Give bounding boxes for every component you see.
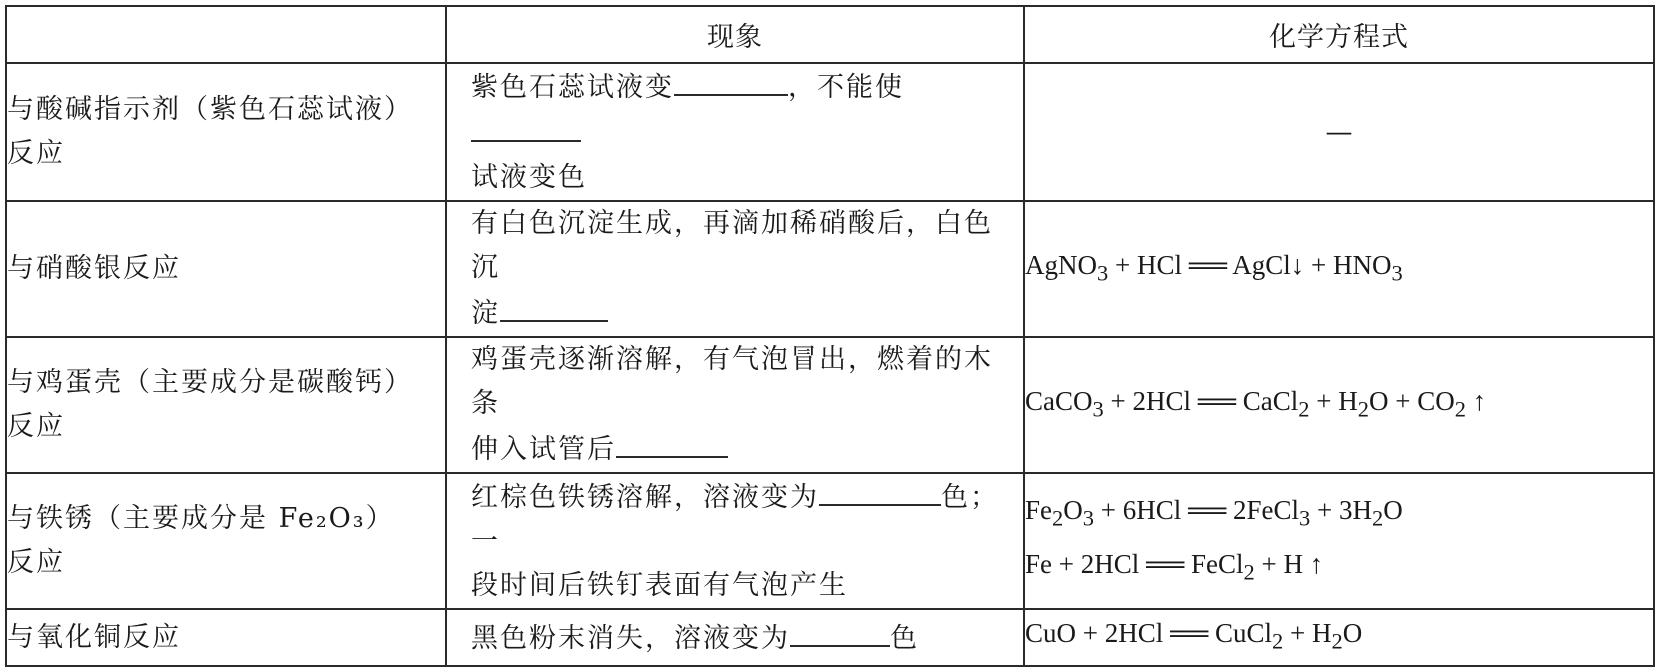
eq-subscript: 3 [1092, 396, 1104, 422]
reaction-line: 与酸碱指示剂（紫色石蕊试液） [7, 94, 413, 125]
reaction-line: 反应 [7, 411, 65, 442]
reaction-line: 与氧化铜反应 [7, 621, 181, 653]
phenomenon-line [471, 426, 1009, 472]
phenomenon-line: 试液变色 [471, 162, 587, 193]
answer-blank[interactable] [500, 290, 608, 322]
reaction-line: 反应 [7, 547, 65, 578]
eq-subscript: 2 [1052, 505, 1064, 530]
eq-part: ↑ [1465, 385, 1487, 416]
eq-subscript: 2 [1331, 628, 1343, 654]
phenomenon-text: 伸入试管后 [471, 434, 616, 465]
phenomenon-cell [446, 473, 1024, 609]
eq-subscript: 2 [1298, 396, 1310, 422]
eq-subscript: 2 [1454, 396, 1466, 422]
reaction-line: 与鸡蛋壳（主要成分是碳酸钙） [7, 367, 413, 398]
phenomenon-text: 淀 [471, 298, 500, 329]
equation-cell [1024, 63, 1654, 201]
equation-cell [1024, 337, 1654, 473]
equation-cell [1024, 201, 1654, 337]
reaction-line: 与铁锈（主要成分是 Fe₂O₃） [7, 503, 395, 534]
reaction-line: 与硝酸银反应 [7, 253, 181, 284]
eq-part: Fe [1025, 494, 1052, 525]
header-phenomenon: 现象 [446, 6, 1024, 63]
reaction-line: 反应 [7, 138, 65, 169]
phenomenon-cell [446, 63, 1024, 201]
table-row [6, 63, 1654, 201]
equation-cell [1024, 609, 1654, 666]
eq-subscript: 3 [1299, 505, 1311, 530]
eq-part: Fe + 2HCl ══ FeCl [1025, 549, 1244, 579]
eq-part: O [1063, 494, 1083, 525]
phenomenon-line: 鸡蛋壳逐渐溶解，有气泡冒出，燃着的木条 [471, 344, 993, 419]
eq-subscript: 2 [1372, 505, 1384, 530]
equation-text [1025, 385, 1487, 422]
eq-part: O [1383, 494, 1403, 525]
answer-blank[interactable] [471, 110, 581, 142]
eq-part: + HCl ══ AgCl↓ + HNO [1108, 249, 1392, 280]
eq-part: AgNO [1025, 249, 1097, 280]
table-header-row [6, 6, 1654, 63]
phenomenon-text: 色；一 [471, 482, 999, 557]
eq-part: + H [1309, 385, 1358, 416]
eq-part: + H [1283, 618, 1332, 649]
eq-part: + H ↑ [1254, 549, 1324, 579]
phenomenon-text: ，不能使 [788, 72, 904, 103]
eq-subscript: 2 [1272, 628, 1284, 654]
header-reaction [6, 6, 446, 63]
answer-blank[interactable] [674, 64, 788, 96]
phenomenon-text: 红棕色铁锈溶解，溶液变为 [471, 482, 819, 513]
eq-subscript: 3 [1391, 260, 1403, 286]
eq-subscript: 2 [1243, 559, 1255, 585]
answer-blank[interactable] [790, 615, 890, 647]
phenomenon-line [471, 615, 1009, 661]
phenomenon-line [471, 290, 1009, 336]
table-row [6, 473, 1654, 609]
phenomenon-cell [446, 609, 1024, 666]
reaction-cell [6, 201, 446, 337]
equation-cell [1024, 473, 1654, 609]
equation-dash: — [1325, 116, 1353, 148]
reaction-cell [6, 337, 446, 473]
phenomenon-line: 有白色沉淀生成，再滴加稀硝酸后，白色沉 [471, 208, 993, 283]
equation-line [1025, 487, 1653, 541]
table-row [6, 337, 1654, 473]
reaction-cell [6, 473, 446, 609]
eq-part: CuO + 2HCl ══ CuCl [1025, 618, 1273, 649]
equation-text [1025, 618, 1363, 654]
equation-line [1025, 541, 1653, 595]
eq-part: + 2HCl ══ CaCl [1103, 385, 1299, 416]
eq-part: CaCO [1025, 385, 1093, 416]
phenomenon-text: 色 [890, 622, 919, 654]
eq-subscript: 2 [1357, 396, 1369, 422]
eq-part: + 6HCl ══ 2FeCl [1094, 494, 1300, 525]
phenomenon-line [471, 64, 1009, 156]
equation-text [1025, 249, 1403, 286]
phenomenon-text: 紫色石蕊试液变 [471, 72, 674, 103]
reaction-cell [6, 609, 446, 666]
phenomenon-line: 段时间后铁钉表面有气泡产生 [471, 570, 848, 601]
eq-part: O [1342, 618, 1363, 649]
reaction-cell [6, 63, 446, 201]
eq-part: + 3H [1310, 494, 1372, 525]
acid-reactions-table [5, 5, 1655, 667]
table-row [6, 201, 1654, 337]
table-row [6, 609, 1654, 666]
answer-blank[interactable] [819, 474, 941, 506]
eq-subscript: 3 [1082, 505, 1094, 530]
phenomenon-text: 黑色粉末消失，溶液变为 [471, 622, 790, 654]
eq-part: O + CO [1368, 385, 1455, 416]
header-equation: 化学方程式 [1024, 6, 1654, 63]
phenomenon-line [471, 474, 1009, 564]
answer-blank[interactable] [616, 426, 728, 458]
phenomenon-cell [446, 201, 1024, 337]
eq-subscript: 3 [1097, 260, 1109, 286]
phenomenon-cell [446, 337, 1024, 473]
